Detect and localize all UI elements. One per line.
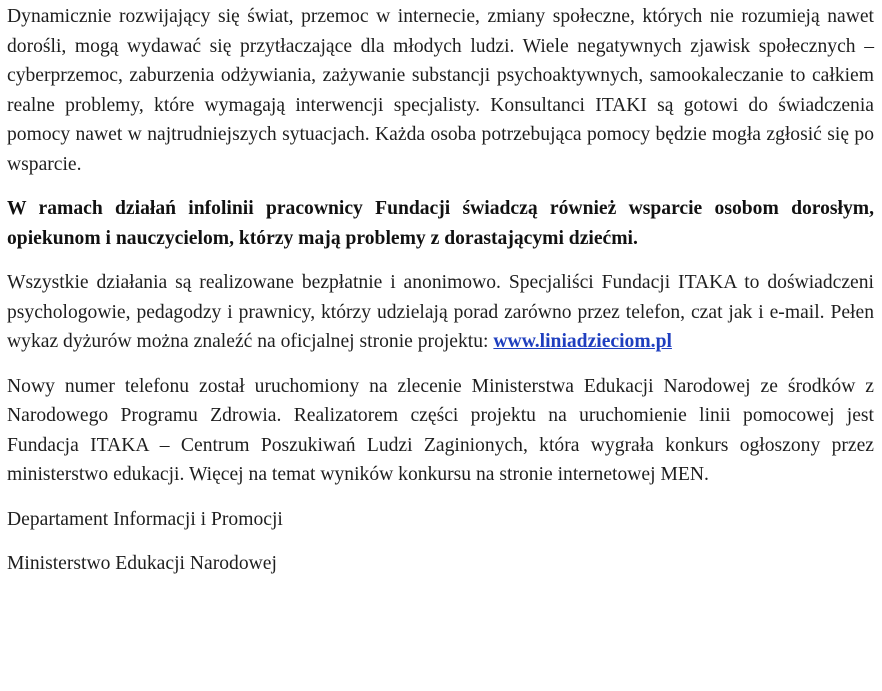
paragraph-services	[7, 268, 874, 357]
signature-ministry: Ministerstwo Edukacji Narodowej	[7, 553, 277, 574]
paragraph-funding: Nowy numer telefonu został uruchomiony na zlecenie Ministerstwa Edukacji Narodowej ze środków z Narodowego Programu Zdrowia. Realizatorem części projektu na uruchomienie linii pomocowej jest Fundacja ITAKA – Centrum Poszukiwań Ludzi Zaginionych, która wygrała konkurs ogłoszony przez ministerstwo edukacji. Więcej na temat wyników konkursu na stronie internetowej MEN.	[7, 375, 874, 485]
project-website-link[interactable]: www.liniadzieciom.pl	[493, 331, 672, 352]
signature-department: Departament Informacji i Promocji	[7, 508, 283, 530]
paragraph-services-text: Wszystkie działania są realizowane bezpłatnie i anonimowo. Specjaliści Fundacji ITAKA to doświadczeni psychologowie, pedagodzy i prawnicy, którzy udzielają porad zarówno przez telefon, czat jak i e-mail. Pełen wykaz dyżurów można znaleźć na oficjalnej stronie projektu:	[7, 272, 874, 352]
paragraph-intro: Dynamicznie rozwijający się świat, przemoc w internecie, zmiany społeczne, których nie rozumieją nawet dorośli, mogą wydawać się przytłaczające dla młodych ludzi. Wiele negatywnych zjawisk społecznych – cyberprzemoc, zaburzenia odżywiania, zażywanie substancji psychoaktywnych, samookaleczanie to całkiem realne problemy, które wymagają interwencji specjalisty. Konsultanci ITAKI są gotowi do świadczenia pomocy nawet w najtrudniejszych sytuacjach. Każda osoba potrzebująca pomocy będzie mogła zgłosić się po wsparcie.	[7, 6, 874, 175]
paragraph-adult-support: W ramach działań infolinii pracownicy Fundacji świadczą również wsparcie osobom dorosłym, opiekunom i nauczycielom, którzy mają problemy z dorastającymi dziećmi.	[7, 198, 874, 249]
